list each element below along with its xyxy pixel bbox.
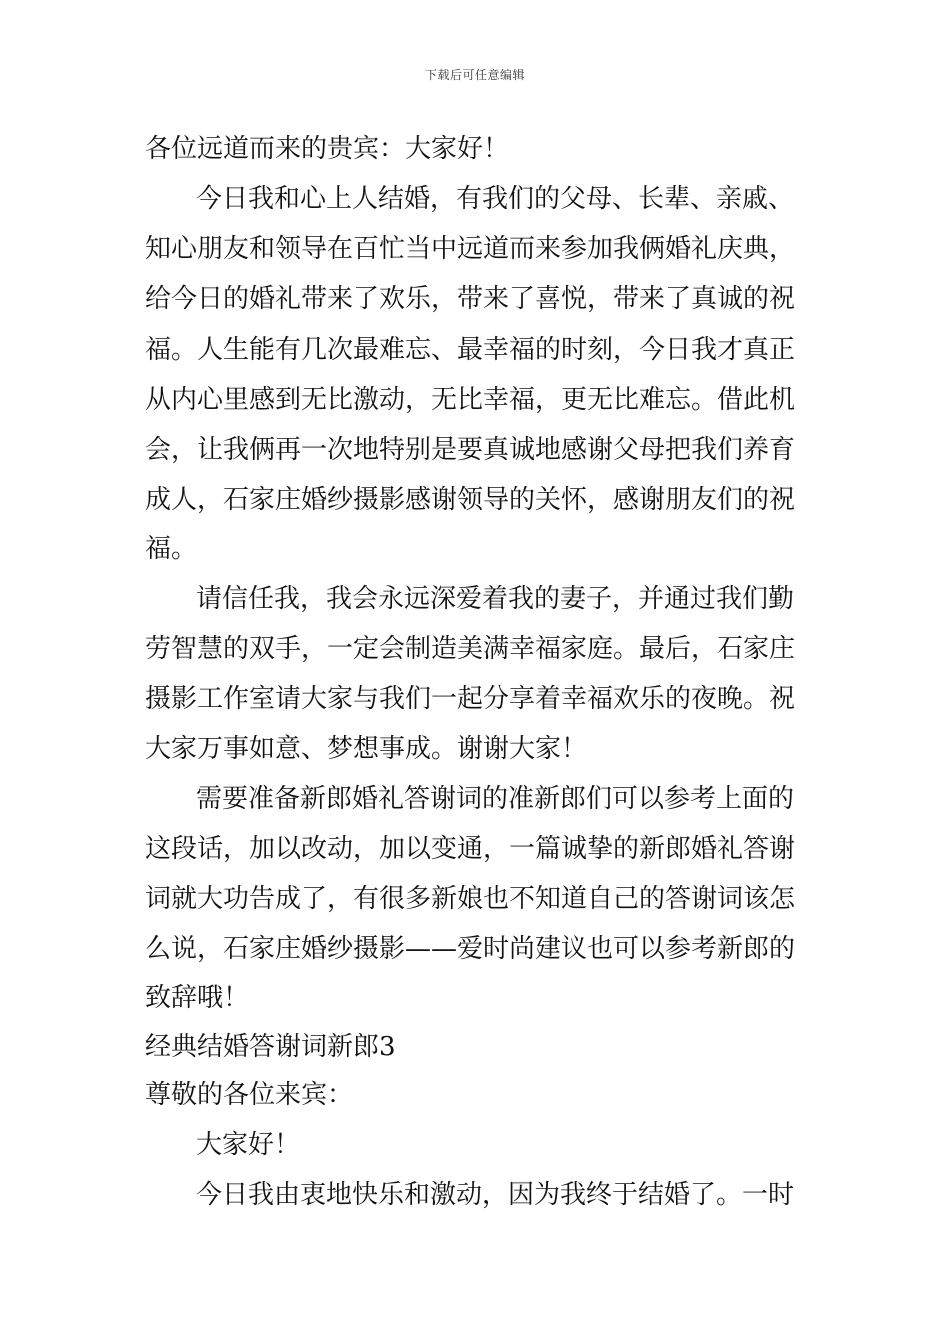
paragraph-line: 知心朋友和领导在百忙当中远道而来参加我俩婚礼庆典，: [145, 234, 796, 264]
paragraph-line: 福。人生能有几次最难忘、最幸福的时刻，今日我才真正: [145, 335, 796, 365]
paragraph-line: 词就大功告成了，有很多新娘也不知道自己的答谢词该怎: [145, 884, 796, 914]
page-header: 下载后可任意编辑: [424, 68, 525, 82]
paragraph-line: 从内心里感到无比激动，无比幸福，更无比难忘。借此机: [145, 385, 796, 415]
paragraph-line: 摄影工作室请大家与我们一起分享着幸福欢乐的夜晚。祝: [145, 684, 796, 714]
paragraph-line: 请信任我，我会永远深爱着我的妻子，并通过我们勤: [196, 584, 795, 614]
paragraph-line: 劳智慧的双手，一定会制造美满幸福家庭。最后，石家庄: [145, 634, 796, 664]
paragraph-line: 今日我由衷地快乐和激动，因为我终于结婚了。一时: [196, 1180, 795, 1210]
greeting-line: 大家好！: [196, 1130, 301, 1160]
salutation-line: 尊敬的各位来宾：: [145, 1080, 354, 1110]
section-title: 经典结婚答谢词新郎3: [145, 1032, 396, 1062]
paragraph-line: 成人，石家庄婚纱摄影感谢领导的关怀，感谢朋友们的祝: [145, 485, 796, 515]
paragraph-line: 么说，石家庄婚纱摄影——爱时尚建议也可以参考新郎的: [145, 934, 796, 964]
greeting-line: 各位远道而来的贵宾：大家好！: [145, 134, 510, 164]
paragraph-line: 福。: [145, 534, 198, 564]
paragraph-line: 需要准备新郎婚礼答谢词的准新郎们可以参考上面的: [196, 784, 795, 814]
paragraph-line: 今日我和心上人结婚，有我们的父母、长辈、亲戚、: [196, 184, 795, 214]
paragraph-line: 会，让我俩再一次地特别是要真诚地感谢父母把我们养育: [145, 435, 796, 465]
paragraph-line: 给今日的婚礼带来了欢乐，带来了喜悦，带来了真诚的祝: [145, 284, 796, 314]
paragraph-line: 大家万事如意、梦想事成。谢谢大家！: [145, 734, 588, 764]
paragraph-line: 致辞哦！: [145, 983, 250, 1013]
paragraph-line: 这段话，加以改动，加以变通，一篇诚挚的新郎婚礼答谢: [145, 834, 796, 864]
